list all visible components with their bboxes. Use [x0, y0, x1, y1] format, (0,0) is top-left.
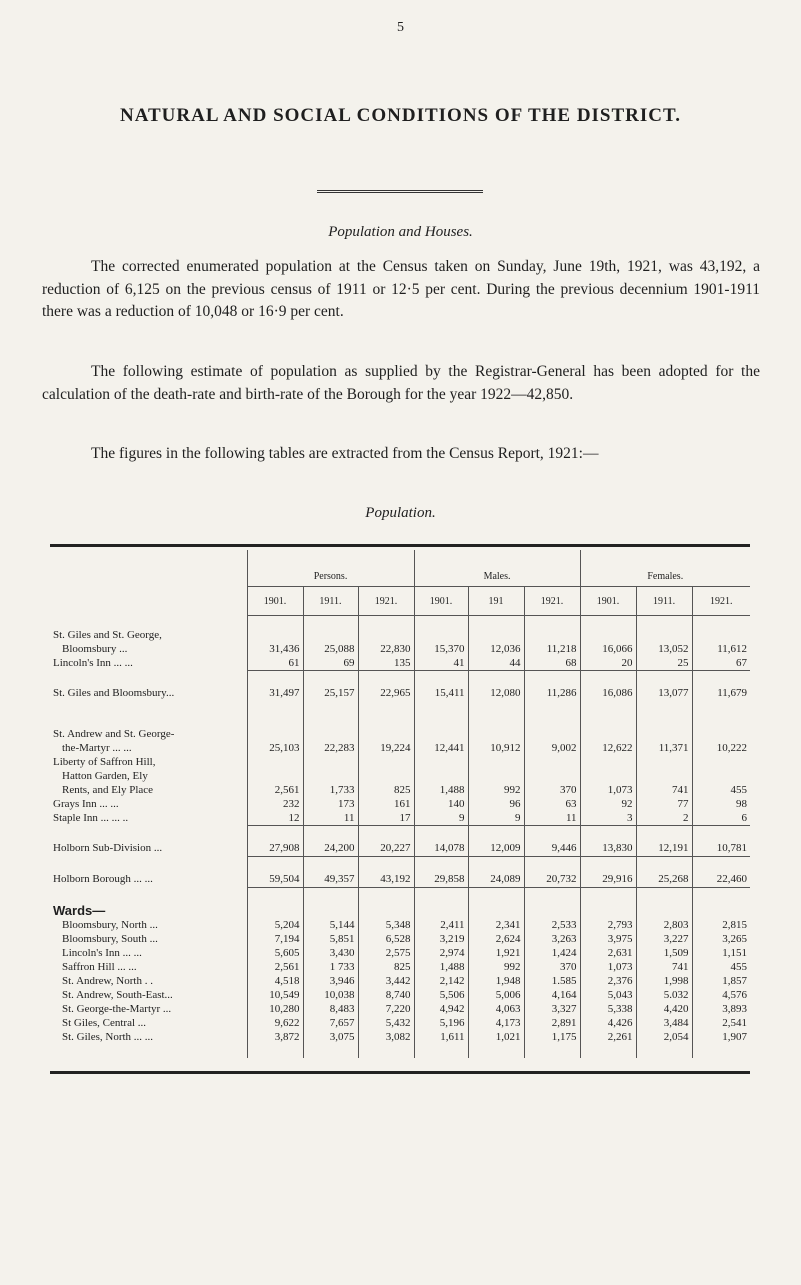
table-row	[50, 946, 750, 960]
table-cell: 741	[636, 783, 692, 797]
table-cell: 3,946	[303, 974, 358, 988]
table-cell: 1,175	[524, 1030, 580, 1044]
table-cell: 5,043	[580, 988, 636, 1002]
table-cell: 11,679	[692, 685, 750, 701]
spacer-row	[50, 857, 750, 872]
table-cell: 455	[692, 960, 750, 974]
table-cell: 5,204	[247, 918, 303, 932]
table-cell: 9,622	[247, 1016, 303, 1030]
table-cell: 3,265	[692, 932, 750, 946]
table-cell: 825	[358, 783, 414, 797]
table-cell: 24,089	[468, 871, 524, 888]
table-cell: 4,063	[468, 1002, 524, 1016]
table-cell: 4,426	[580, 1016, 636, 1030]
table-cell: 11	[524, 811, 580, 826]
table-cell: 1,073	[580, 960, 636, 974]
table-row-label-head	[50, 755, 750, 769]
wards-heading: Wards—	[53, 902, 106, 918]
table-cell: 2,575	[358, 946, 414, 960]
table-cell: 15,411	[414, 685, 468, 701]
table-cell: 2,793	[580, 918, 636, 932]
table-cell: 9	[468, 811, 524, 826]
table-cell: 20,227	[358, 840, 414, 857]
table-cell: 1.585	[524, 974, 580, 988]
row-label: Liberty of Saffron Hill,	[53, 756, 156, 768]
table-row	[50, 783, 750, 797]
table-row	[50, 1030, 750, 1044]
table-cell: 1,921	[468, 946, 524, 960]
table-row	[50, 960, 750, 974]
population-table	[50, 550, 750, 1058]
table-cell: 1,073	[580, 783, 636, 797]
table-cell: 173	[303, 797, 358, 811]
table-cell: 4,173	[468, 1016, 524, 1030]
table-cell: 63	[524, 797, 580, 811]
table-row	[50, 1002, 750, 1016]
table-cell: 1,611	[414, 1030, 468, 1044]
table-row	[50, 932, 750, 946]
table-cell: 59,504	[247, 871, 303, 888]
table-cell: 96	[468, 797, 524, 811]
table-cell: 11,371	[636, 741, 692, 755]
table-cell: 11,218	[524, 642, 580, 656]
table-cell: 370	[524, 783, 580, 797]
table-cell: 67	[692, 656, 750, 671]
table-row	[50, 871, 750, 888]
page-title: NATURAL AND SOCIAL CONDITIONS OF THE DISTRICT.	[119, 105, 682, 126]
table-cell: 2,341	[468, 918, 524, 932]
table-cell: 92	[580, 797, 636, 811]
table-cell: 2,261	[580, 1030, 636, 1044]
table-cell: 22,965	[358, 685, 414, 701]
year-header: 1921.	[358, 587, 414, 616]
table-cell: 741	[636, 960, 692, 974]
row-label: Hatton Garden, Ely	[62, 770, 148, 782]
table-cell: 3,893	[692, 1002, 750, 1016]
header-groups-row	[50, 550, 750, 587]
section-heading: Population and Houses.	[328, 224, 473, 240]
spacer-row	[50, 826, 750, 841]
table-cell: 9	[414, 811, 468, 826]
table-cell: 25,103	[247, 741, 303, 755]
table-cell: 2,815	[692, 918, 750, 932]
row-label: Saffron Hill ... ...	[62, 961, 137, 973]
table-cell: 77	[636, 797, 692, 811]
table-cell: 9,002	[524, 741, 580, 755]
table-cell: 61	[247, 656, 303, 671]
table-cell: 2,411	[414, 918, 468, 932]
table-cell: 4,518	[247, 974, 303, 988]
table-cell: 29,916	[580, 871, 636, 888]
table-cell: 455	[692, 783, 750, 797]
row-label: Lincoln's Inn ... ...	[62, 947, 142, 959]
table-cell: 2,533	[524, 918, 580, 932]
table-cell: 4,576	[692, 988, 750, 1002]
table-cell: 49,357	[303, 871, 358, 888]
spacer-row	[50, 616, 750, 629]
table-row-label-head	[50, 727, 750, 741]
table-cell: 1,733	[303, 783, 358, 797]
table-cell: 3,327	[524, 1002, 580, 1016]
row-label: Lincoln's Inn ... ...	[53, 657, 133, 670]
table-cell: 135	[358, 656, 414, 671]
table-cell: 12	[247, 811, 303, 826]
year-header: 1911.	[636, 587, 692, 616]
spacer-row	[50, 701, 750, 715]
table-cell: 8,483	[303, 1002, 358, 1016]
table-cell: 11	[303, 811, 358, 826]
table-row-label-continuation	[50, 769, 750, 783]
table-cell: 2,561	[247, 783, 303, 797]
table-row	[50, 918, 750, 932]
table-cell: 140	[414, 797, 468, 811]
spacer-row	[50, 1044, 750, 1058]
table-caption: Population.	[365, 505, 436, 521]
table-cell: 3,219	[414, 932, 468, 946]
table-cell: 7,194	[247, 932, 303, 946]
year-header: 1921.	[692, 587, 750, 616]
table-cell: 5,605	[247, 946, 303, 960]
table-cell: 7,220	[358, 1002, 414, 1016]
table-cell: 3,442	[358, 974, 414, 988]
table-bottom-rule	[50, 1071, 750, 1074]
table-cell: 2,376	[580, 974, 636, 988]
table-cell: 1,509	[636, 946, 692, 960]
table-cell: 22,283	[303, 741, 358, 755]
table-cell: 12,191	[636, 840, 692, 857]
table-cell: 5,196	[414, 1016, 468, 1030]
year-header: 1901.	[247, 587, 303, 616]
table-cell: 1,998	[636, 974, 692, 988]
row-label: Bloomsbury, South ...	[62, 933, 158, 945]
table-cell: 11,612	[692, 642, 750, 656]
table-cell: 7,657	[303, 1016, 358, 1030]
table-cell: 2,142	[414, 974, 468, 988]
table-cell: 17	[358, 811, 414, 826]
table-cell: 161	[358, 797, 414, 811]
year-header: 1911.	[303, 587, 358, 616]
row-label: Holborn Sub-Division ...	[53, 842, 163, 855]
table-cell: 16,086	[580, 685, 636, 701]
year-header: 191	[468, 587, 524, 616]
page-number: 5	[397, 20, 404, 35]
table-cell: 22,830	[358, 642, 414, 656]
table-cell: 19,224	[358, 741, 414, 755]
row-label: Holborn Borough ... ...	[53, 873, 153, 886]
table-cell: 5,348	[358, 918, 414, 932]
table-cell: 1,151	[692, 946, 750, 960]
group-males: Males.	[414, 550, 580, 587]
row-label: St. Giles and St. George,	[53, 629, 162, 641]
table-cell: 3,227	[636, 932, 692, 946]
table-cell: 2,974	[414, 946, 468, 960]
table-cell: 2	[636, 811, 692, 826]
table-cell: 3,872	[247, 1030, 303, 1044]
spacer-row	[50, 671, 750, 686]
year-header: 1901.	[414, 587, 468, 616]
table-row	[50, 685, 750, 701]
table-cell: 12,036	[468, 642, 524, 656]
table-cell: 10,549	[247, 988, 303, 1002]
table-cell: 1,488	[414, 783, 468, 797]
table-cell: 4,420	[636, 1002, 692, 1016]
table-row-label-head	[50, 628, 750, 642]
table-cell: 25,088	[303, 642, 358, 656]
table-cell: 3,075	[303, 1030, 358, 1044]
table-cell: 5,851	[303, 932, 358, 946]
row-label: Grays Inn ... ...	[53, 798, 119, 810]
table-cell: 20	[580, 656, 636, 671]
table-row	[50, 741, 750, 755]
table-cell: 2,891	[524, 1016, 580, 1030]
table-cell: 20,732	[524, 871, 580, 888]
table-cell: 27,908	[247, 840, 303, 857]
table-cell: 25,157	[303, 685, 358, 701]
table-cell: 5,432	[358, 1016, 414, 1030]
table-row	[50, 1016, 750, 1030]
table-row	[50, 974, 750, 988]
row-label: Bloomsbury ...	[62, 643, 128, 655]
paragraph-estimate: The following estimate of population as supplied by the Registrar-General has been adopted for the calculation of the death-rate and birth-rate of the Borough for the year 1922—42,850.	[42, 363, 760, 403]
table-cell: 12,622	[580, 741, 636, 755]
table-cell: 12,080	[468, 685, 524, 701]
table-cell: 13,830	[580, 840, 636, 857]
row-label: Bloomsbury, North ...	[62, 919, 158, 931]
table-cell: 10,912	[468, 741, 524, 755]
table-cell: 6	[692, 811, 750, 826]
table-cell: 5.032	[636, 988, 692, 1002]
table-cell: 15,370	[414, 642, 468, 656]
row-label: St. Giles and Bloomsbury...	[53, 687, 175, 699]
table-cell: 1 733	[303, 960, 358, 974]
table-cell: 1,488	[414, 960, 468, 974]
table-cell: 2,561	[247, 960, 303, 974]
table-row	[50, 656, 750, 671]
table-cell: 69	[303, 656, 358, 671]
table-cell: 6,528	[358, 932, 414, 946]
table-cell: 5,144	[303, 918, 358, 932]
table-cell: 3	[580, 811, 636, 826]
row-label: Staple Inn ... ... ..	[53, 812, 129, 825]
table-cell: 14,078	[414, 840, 468, 857]
table-cell: 22,460	[692, 871, 750, 888]
table-cell: 31,497	[247, 685, 303, 701]
table-row	[50, 840, 750, 857]
table-top-rule	[50, 544, 750, 547]
table-cell: 41	[414, 656, 468, 671]
table-cell: 2,803	[636, 918, 692, 932]
table-cell: 825	[358, 960, 414, 974]
table-cell: 13,077	[636, 685, 692, 701]
table-cell: 3,082	[358, 1030, 414, 1044]
table-cell: 5,506	[414, 988, 468, 1002]
year-header: 1921.	[524, 587, 580, 616]
table-cell: 12,009	[468, 840, 524, 857]
table-row	[50, 811, 750, 826]
table-cell: 2,541	[692, 1016, 750, 1030]
table-cell: 4,164	[524, 988, 580, 1002]
table-cell: 25,268	[636, 871, 692, 888]
group-persons: Persons.	[247, 550, 414, 587]
table-cell: 232	[247, 797, 303, 811]
table-cell: 25	[636, 656, 692, 671]
paragraph-census: The corrected enumerated population at the Census taken on Sunday, June 19th, 1921, was 43,192, a reduction of 6,125 on the previous census of 1911 or 12·5 per cent. During the previous decennium 1901-1911 there was a reduction of 10,048 or 16·9 per cent.	[42, 258, 760, 320]
table-body	[50, 616, 750, 1059]
row-label: St. Giles, North ... ...	[62, 1031, 154, 1043]
table-cell: 13,052	[636, 642, 692, 656]
table-cell: 10,781	[692, 840, 750, 857]
table-cell: 3,975	[580, 932, 636, 946]
row-label: St. George-the-Martyr ...	[62, 1003, 172, 1015]
row-label: St. Andrew, South-East...	[62, 989, 173, 1001]
table-cell: 2,631	[580, 946, 636, 960]
table-cell: 16,066	[580, 642, 636, 656]
table-cell: 1,948	[468, 974, 524, 988]
table-cell: 29,858	[414, 871, 468, 888]
table-cell: 3,263	[524, 932, 580, 946]
row-label: St. Andrew, North . .	[62, 975, 153, 987]
year-header: 1901.	[580, 587, 636, 616]
table-cell: 992	[468, 960, 524, 974]
table-cell: 3,430	[303, 946, 358, 960]
wards-heading-row	[50, 902, 750, 918]
table-cell: 9,446	[524, 840, 580, 857]
table-cell: 10,222	[692, 741, 750, 755]
table-cell: 12,441	[414, 741, 468, 755]
table-row	[50, 642, 750, 656]
table-cell: 992	[468, 783, 524, 797]
table-cell: 1,857	[692, 974, 750, 988]
table-row	[50, 797, 750, 811]
table-cell: 5,006	[468, 988, 524, 1002]
table-cell: 3,484	[636, 1016, 692, 1030]
table-cell: 11,286	[524, 685, 580, 701]
row-label: St Giles, Central ...	[62, 1017, 147, 1029]
group-females: Females.	[580, 550, 750, 587]
table-cell: 370	[524, 960, 580, 974]
table-cell: 98	[692, 797, 750, 811]
title-divider	[317, 190, 483, 196]
table-cell: 31,436	[247, 642, 303, 656]
spacer-row	[50, 888, 750, 903]
row-label: the-Martyr ... ...	[62, 742, 132, 754]
header-years-row	[50, 587, 750, 616]
table-cell: 10,280	[247, 1002, 303, 1016]
spacer-row	[50, 715, 750, 727]
table-cell: 1,907	[692, 1030, 750, 1044]
table-cell: 4,942	[414, 1002, 468, 1016]
table-cell: 2,054	[636, 1030, 692, 1044]
table-cell: 1,424	[524, 946, 580, 960]
row-label: Rents, and Ely Place	[62, 784, 154, 796]
table-cell: 10,038	[303, 988, 358, 1002]
table-cell: 68	[524, 656, 580, 671]
table-cell: 24,200	[303, 840, 358, 857]
table-cell: 5,338	[580, 1002, 636, 1016]
table-row	[50, 988, 750, 1002]
paragraph-source: The figures in the following tables are extracted from the Census Report, 1921:—	[91, 445, 599, 462]
table-cell: 44	[468, 656, 524, 671]
table-cell: 1,021	[468, 1030, 524, 1044]
table-cell: 43,192	[358, 871, 414, 888]
table-cell: 2,624	[468, 932, 524, 946]
row-label: St. Andrew and St. George-	[53, 728, 175, 740]
table-cell: 8,740	[358, 988, 414, 1002]
